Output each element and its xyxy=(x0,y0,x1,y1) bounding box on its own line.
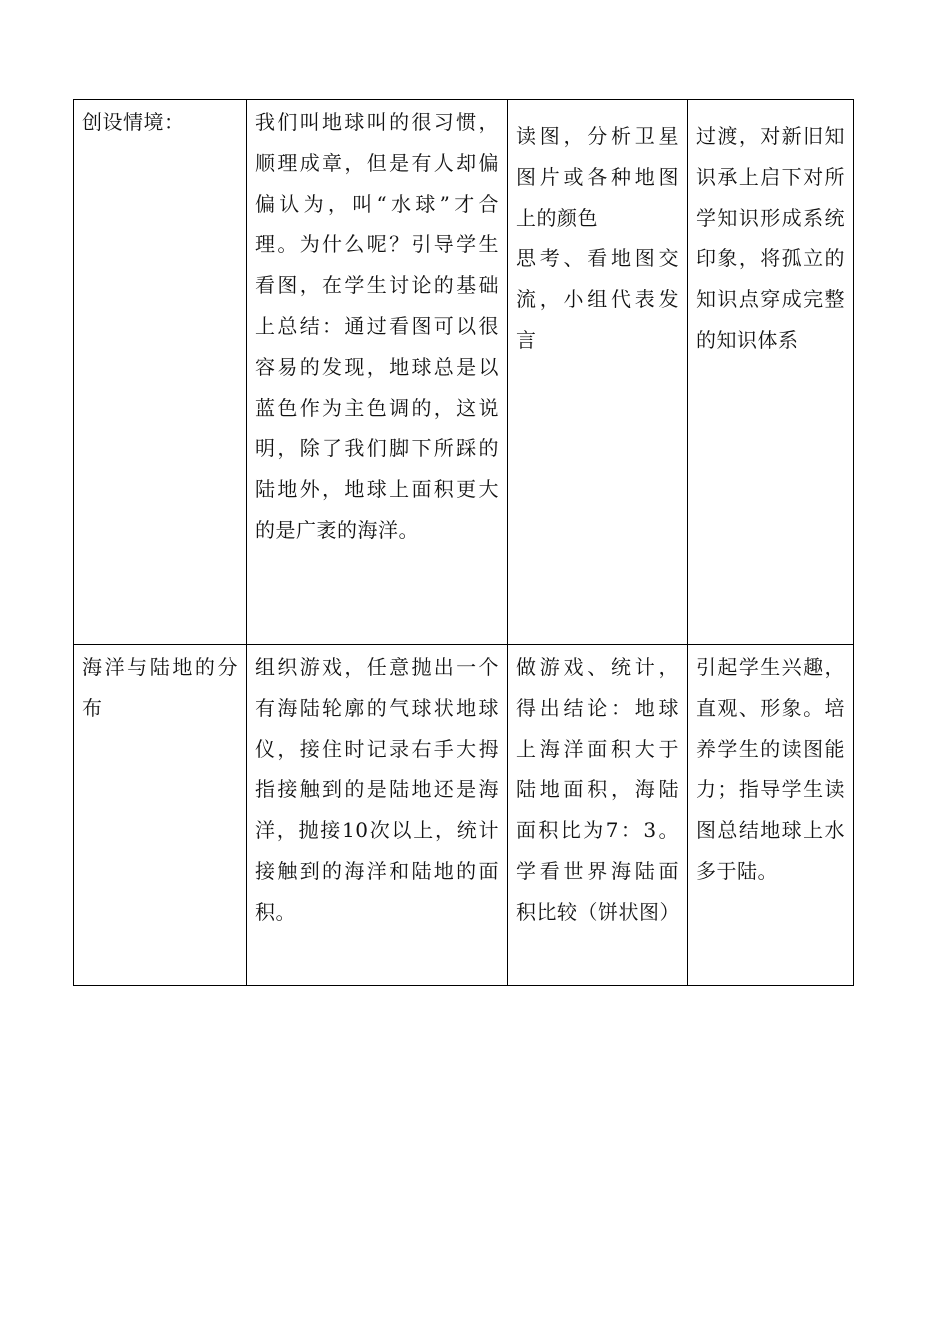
design-purpose-text: 引起学生兴趣，直观、形象。培养学生的读图能力；指导学生读图总结地球上水多于陆。 xyxy=(696,655,845,883)
teacher-activity-text: 我们叫地球叫的很习惯，顺理成章，但是有人却偏偏认为，叫“水球”才合理。为什么呢？引导学生看图，在学生讨论的基础上总结：通过看图可以很容易的发现，地球总是以蓝色作为主色调的，这说明，除了我们脚下所踩的陆地外，地球上面积更大的是广袤的海洋。 xyxy=(255,110,499,542)
stage-text: 创设情境： xyxy=(82,110,185,134)
design-purpose-cell xyxy=(688,100,854,645)
stage-text: 海洋与陆地的分布 xyxy=(82,655,238,720)
design-purpose-cell xyxy=(688,645,854,986)
teacher-activity-cell xyxy=(247,645,508,986)
stage-cell xyxy=(74,100,247,645)
stage-cell xyxy=(74,645,247,986)
student-activity-text: 读图，分析卫星图片或各种地图上的颜色 思考、看地图交流，小组代表发言 xyxy=(516,124,679,352)
student-activity-cell xyxy=(508,645,688,986)
table-row xyxy=(74,100,854,645)
student-activity-text: 做游戏、统计，得出结论：地球上海洋面积大于陆地面积，海陆面积比为7：3。学看世界海陆面积比较（饼状图） xyxy=(516,655,680,924)
design-purpose-text: 过渡，对新旧知识承上启下对所学知识形成系统印象，将孤立的知识点穿成完整的知识体系 xyxy=(696,124,845,352)
table-row xyxy=(74,645,854,986)
lesson-plan-table xyxy=(73,99,854,986)
student-activity-cell xyxy=(508,100,688,645)
teacher-activity-cell xyxy=(247,100,508,645)
teacher-activity-text: 组织游戏，任意抛出一个有海陆轮廓的气球状地球仪，接住时记录右手大拇指接触到的是陆地还是海洋，抛接10次以上，统计接触到的海洋和陆地的面积。 xyxy=(255,655,499,924)
